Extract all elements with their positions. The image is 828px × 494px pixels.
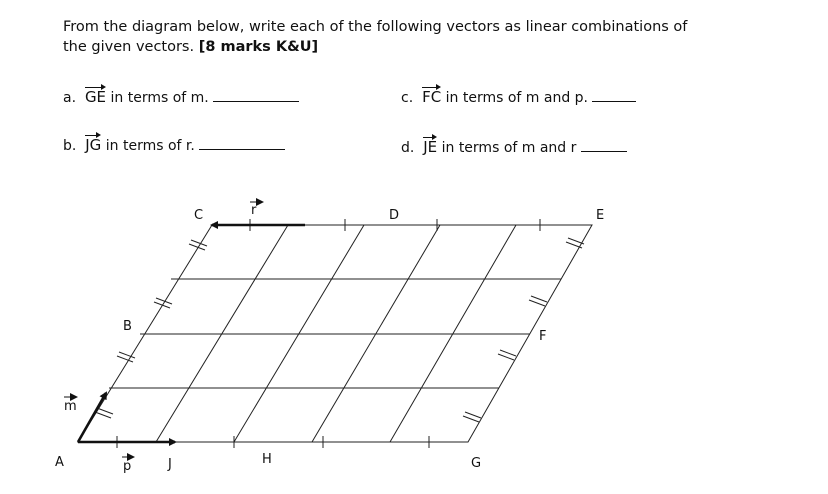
marks-label: [8 marks K&U] [198, 39, 319, 55]
question-letter: a. [63, 90, 77, 106]
question-terms: m [190, 90, 205, 106]
question-terms: r [185, 138, 191, 154]
question-tail: . [190, 138, 195, 154]
point-label-b: B [123, 319, 132, 334]
point-label-f: F [539, 329, 547, 344]
question-tail: . [204, 90, 209, 106]
question-terms: m and r [521, 140, 577, 156]
question-text: in terms of [105, 138, 182, 154]
question-vector: FC [422, 88, 442, 106]
point-label-h: H [262, 452, 272, 467]
instructions-line-2-text: the given vectors. [63, 39, 195, 55]
question-vector: GE [84, 88, 107, 106]
question-letter: c. [401, 90, 414, 106]
question-letter: b. [63, 138, 77, 154]
question-vector: JE [423, 138, 438, 156]
vector-label-r: r [251, 203, 257, 218]
question-text: in terms of [441, 140, 518, 156]
point-label-g: G [471, 456, 482, 471]
question-vector: JG [85, 136, 102, 154]
point-label-e: E [596, 208, 605, 223]
question-letter: d. [401, 140, 415, 156]
question-terms: m and p [525, 90, 584, 106]
question-text: in terms of [445, 90, 522, 106]
vector-m-arrow [78, 393, 106, 442]
vector-label-m: m [64, 399, 77, 414]
question-text: in terms of [110, 90, 187, 106]
vector-label-p: p [123, 459, 132, 474]
question-tail: . [583, 90, 588, 106]
point-label-j: J [168, 457, 172, 472]
point-label-a: A [55, 455, 64, 470]
point-label-d: D [389, 208, 400, 223]
instructions-line-1: From the diagram below, write each of the following vectors as linear combinations of [63, 19, 688, 35]
point-label-c: C [194, 208, 204, 223]
